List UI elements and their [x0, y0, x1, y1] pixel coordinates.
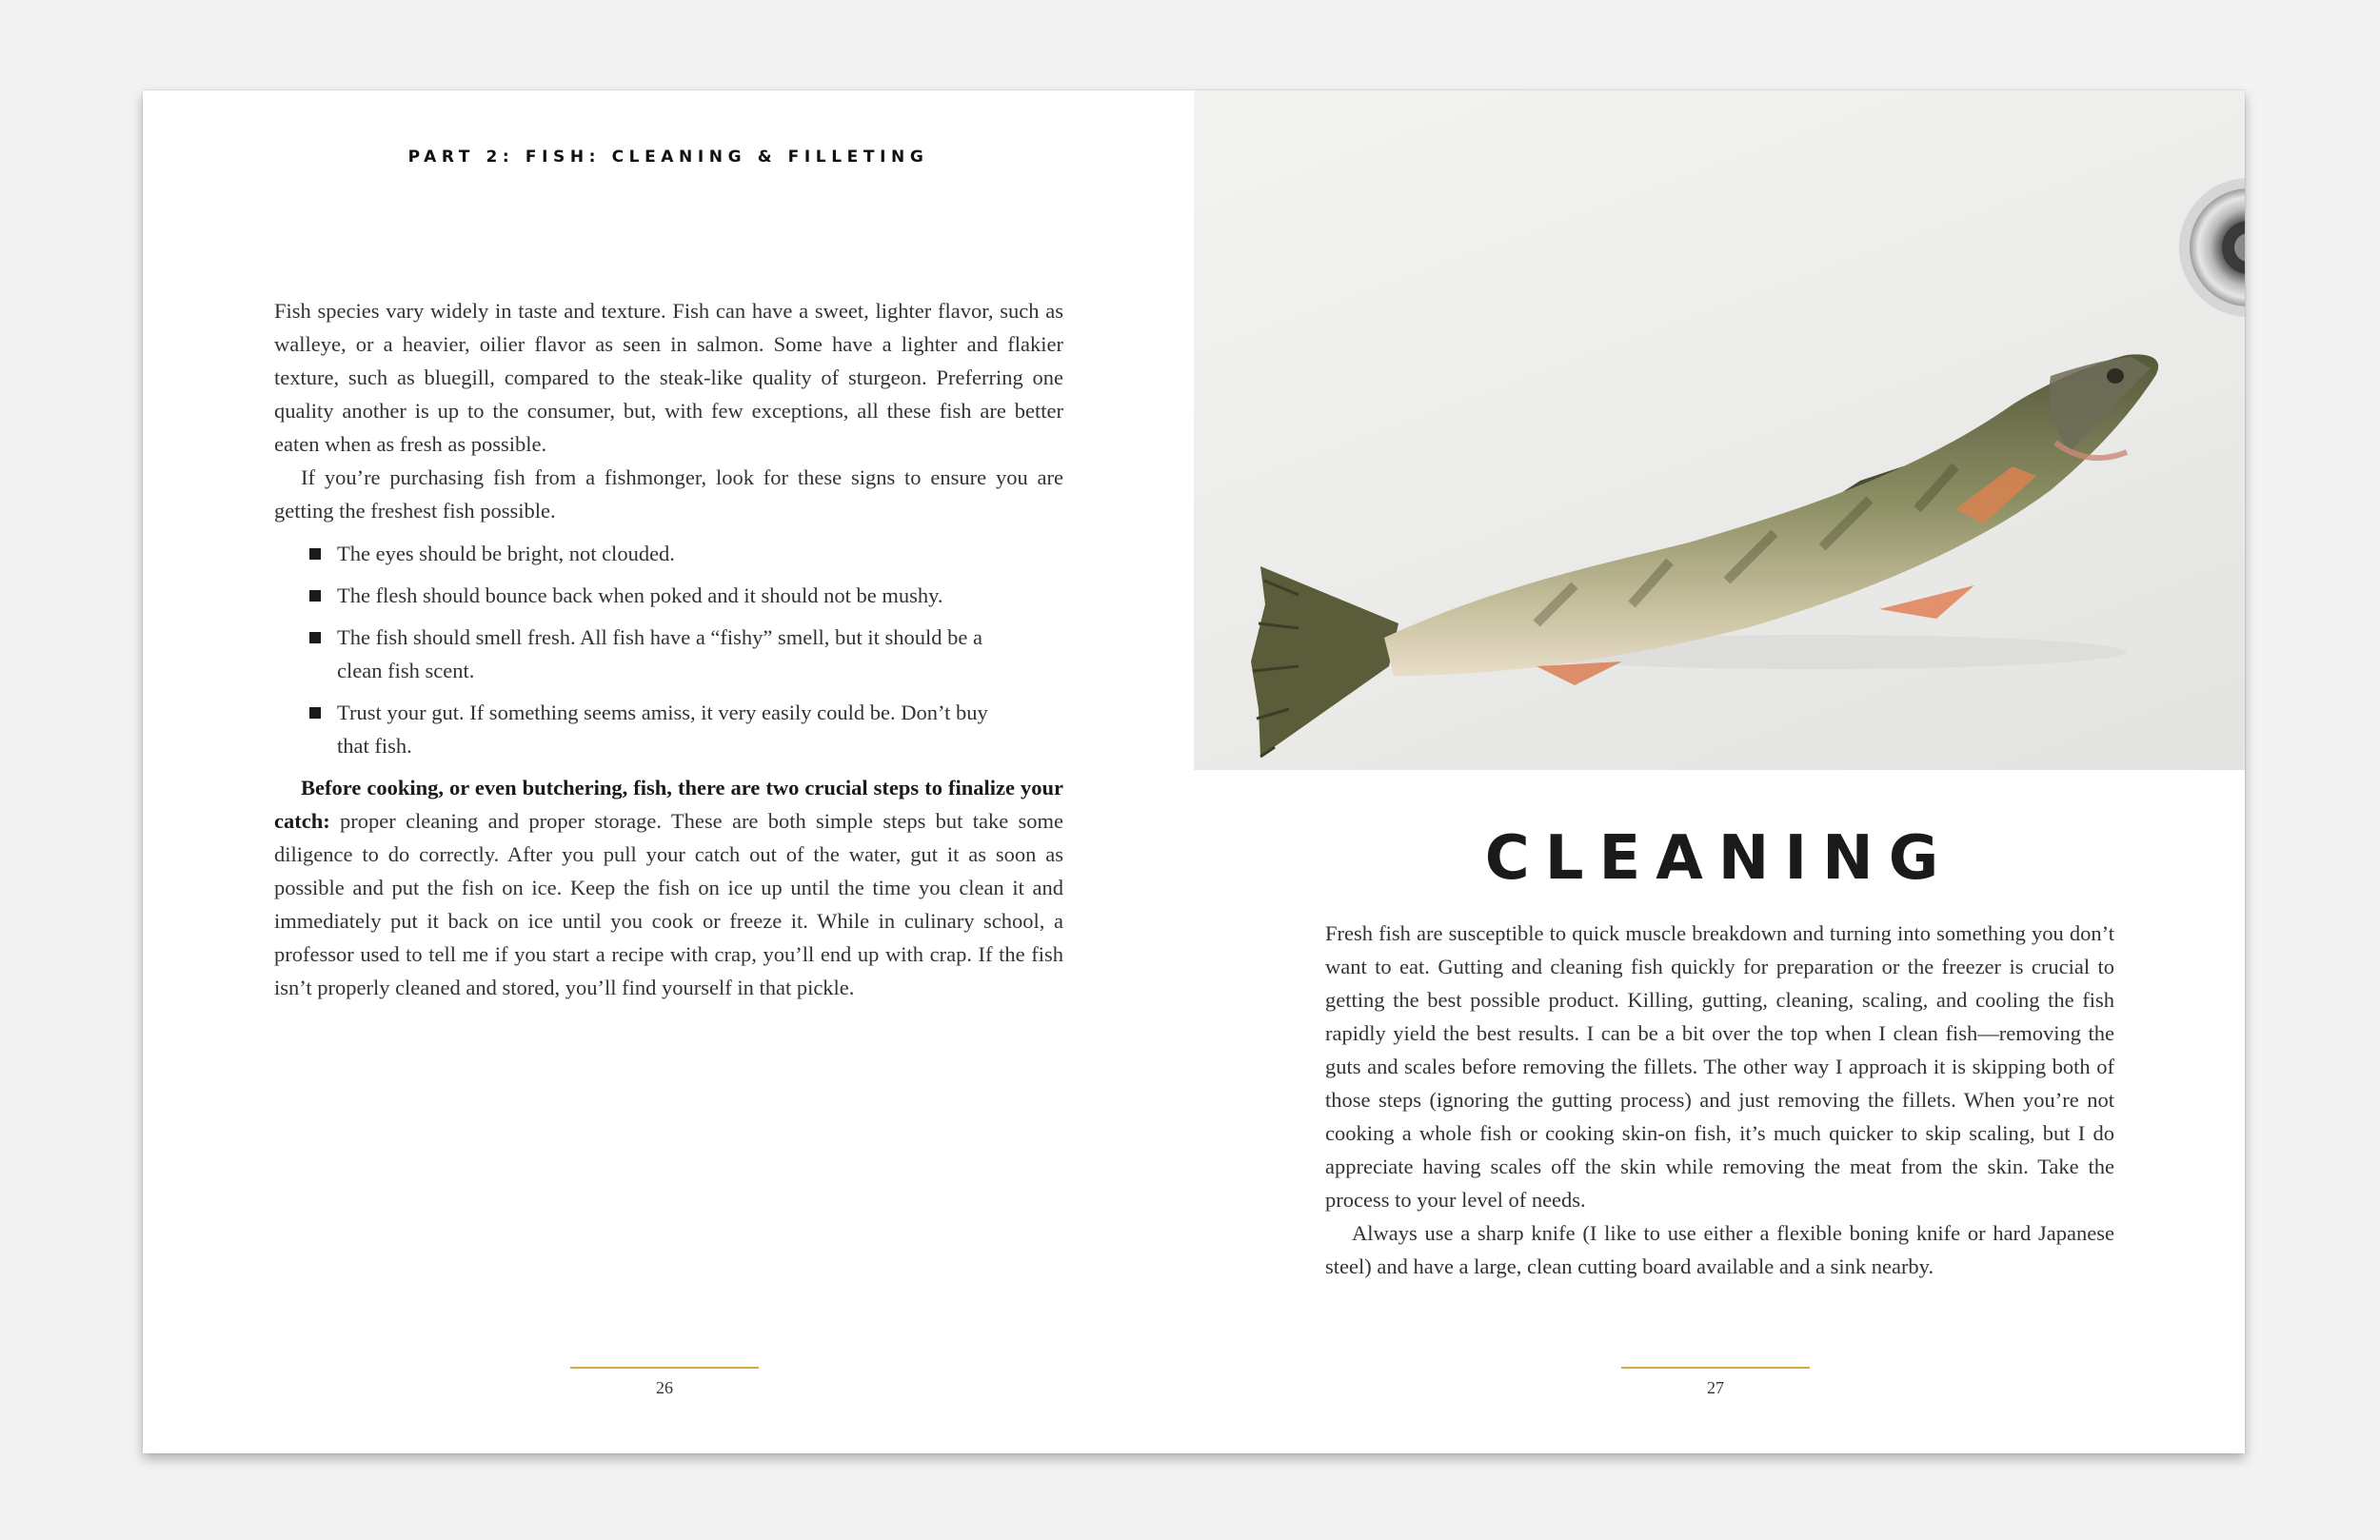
- list-item-text: The eyes should be bright, not clouded.: [337, 542, 675, 565]
- left-paragraph-1: Fish species vary widely in taste and texture. Fish can have a sweet, lighter flavor, such as walleye, or a heavier, oilier flavor as seen in salmon. Some have a lighter and flakier texture, such as bluegill, compared to the steak-like quality of sturgeon. Preferring one quality another is up to the consumer, but, with few exceptions, all these fish are better eaten when as fresh as possible.: [274, 299, 1063, 456]
- left-paragraph-3: [274, 771, 1063, 1004]
- list-item-text: The fish should smell fresh. All fish have a “fishy” smell, but it should be a clean fish scent.: [337, 625, 983, 682]
- paragraph-body: proper cleaning and proper storage. These are both simple steps but take some diligence to do correctly. After you pull your catch out of the water, gut it as soon as possible and put the fish on ice. Keep the fish on ice up until the time you clean it and immediately put it back on ice until you cook or freeze it. While in culinary school, a professor used to tell me if you start a recipe with crap, you’ll end up with crap. If the fish isn’t properly cleaned and stored, you’ll find yourself in that pickle.: [274, 809, 1063, 999]
- fish-photo: [1194, 90, 2245, 770]
- list-item-text: The flesh should bounce back when poked and it should not be mushy.: [337, 583, 943, 607]
- walleye-fish-illustration: [1194, 90, 2245, 770]
- running-head: PART 2: FISH: CLEANING & FILLETING: [407, 148, 929, 167]
- list-item: [274, 696, 1063, 762]
- page-number-right: [1621, 1367, 1810, 1398]
- folio-rule: [1621, 1367, 1810, 1369]
- right-page: [1194, 90, 2245, 1453]
- book-spread: [143, 90, 2245, 1453]
- right-body-text: [1325, 917, 2114, 1283]
- page-number-text: 26: [656, 1378, 673, 1397]
- square-bullet-icon: [309, 707, 321, 719]
- section-title: CLEANING: [1484, 823, 1954, 894]
- paragraph-lead-in: Before cooking, or even butchering, fish, there are two crucial steps to finalize your catch:: [274, 776, 1063, 833]
- list-item: [274, 537, 1063, 570]
- right-paragraph-1: Fresh fish are susceptible to quick muscle breakdown and turning into something you don’t want to eat. Gutting and cleaning fish quickly for preparation or the freezer is crucial to getting the best possible product. Killing, gutting, cleaning, scaling, and cooling the fish rapidly yield the best results. I can be a bit over the top when I clean fish—removing the guts and scales before removing the fillets. The other way I approach it is skipping both of those steps (ignoring the gutting process) and just removing the fillets. When you’re not cooking a whole fish or cooking skin-on fish, it’s much quicker to skip scaling, but I do appreciate having scales off the skin while removing the meat from the skin. Take the process to your level of needs.: [1325, 921, 2114, 1212]
- left-paragraph-2: If you’re purchasing fish from a fishmonger, look for these signs to ensure you are getting the freshest fish possible.: [274, 465, 1063, 523]
- left-body-text: [274, 294, 1063, 1004]
- page-number-left: [570, 1367, 759, 1398]
- page-number-text: 27: [1707, 1378, 1724, 1397]
- list-item-text: Trust your gut. If something seems amiss, it very easily could be. Don’t buy that fish.: [337, 701, 988, 758]
- square-bullet-icon: [309, 590, 321, 602]
- square-bullet-icon: [309, 632, 321, 643]
- list-item: [274, 621, 1063, 687]
- right-paragraph-2: Always use a sharp knife (I like to use either a flexible boning knife or hard Japanese steel) and have a large, clean cutting board available and a sink nearby.: [1325, 1221, 2114, 1278]
- square-bullet-icon: [309, 548, 321, 560]
- folio-rule: [570, 1367, 759, 1369]
- list-item: [274, 579, 1063, 612]
- freshness-checklist: [274, 537, 1063, 762]
- left-page: [143, 90, 1194, 1453]
